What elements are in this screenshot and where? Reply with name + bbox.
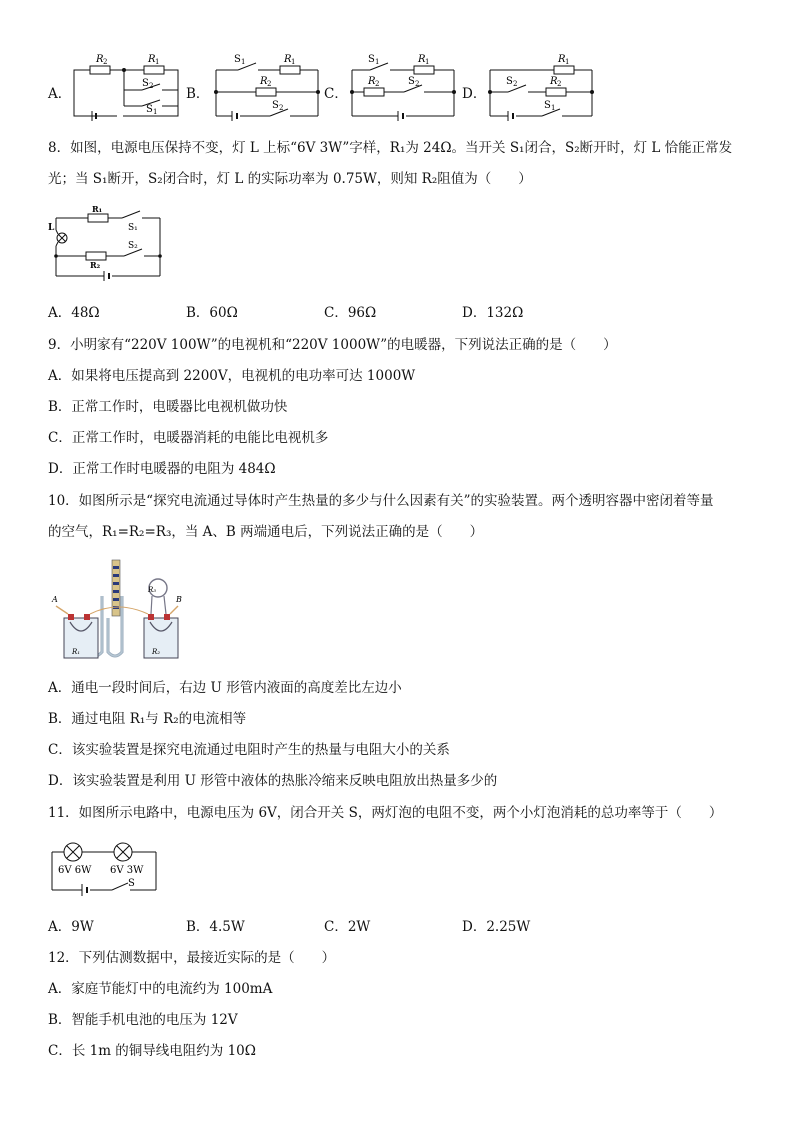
q11-fig-lamp2-rating: 6V 3W (110, 865, 144, 876)
q8-option-d[interactable]: D．132Ω (462, 305, 524, 321)
q10-right-container (144, 618, 178, 658)
q8-fig-label-s1: S₁ (128, 223, 138, 233)
q7b-s1-sub: 1 (241, 58, 246, 66)
q10-option-a[interactable]: A．通电一段时间后，右边 U 形管内液面的高度差比左边小 (48, 680, 402, 696)
q11-fig-label-s: S (128, 878, 135, 889)
q8-stem-line1: 8．如图，电源电压保持不变，灯 L 上标“6V 3W”字样，R₁为 24Ω。当开关 S₁闭合，S₂断开时，灯 L 恰能正常发 (48, 140, 733, 156)
q7c-s2-sub: 2 (415, 80, 420, 88)
q7-option-c-letter: C． (324, 86, 348, 102)
q9-option-c[interactable]: C．正常工作时，电暖器消耗的电能比电视机多 (48, 430, 329, 446)
q9-option-b[interactable]: B．正常工作时，电暖器比电视机做功快 (48, 399, 288, 415)
q11-option-d[interactable]: D．2.25W (462, 919, 531, 935)
q11-circuit-figure (48, 836, 168, 900)
q9-option-a[interactable]: A．如果将电压提高到 2200V，电视机的电功率可达 1000W (48, 368, 416, 384)
q8-fig-label-s2: S₂ (128, 241, 138, 251)
q10-option-b[interactable]: B．通过电阻 R₁与 R₂的电流相等 (48, 711, 247, 727)
q11-option-b[interactable]: B．4.5W (186, 919, 245, 935)
q7-option-d-letter: D． (462, 86, 487, 102)
q10-left-container (64, 618, 98, 658)
q10-stem-line1: 10．如图所示是“探究电流通过导体时产生热量的多少与什么因素有关”的实验装置。两个透明容器中密闭着等量 (48, 493, 714, 509)
q7-circuit-d (486, 50, 596, 122)
q7c-r2: R (368, 76, 376, 87)
q8-fig-label-r1: R₁ (92, 204, 103, 214)
q7-circuit-a (72, 50, 182, 122)
q7a-s2-sub: 2 (149, 82, 154, 90)
q7-option-a-letter: A． (48, 86, 72, 102)
q7d-s2-sub: 2 (513, 80, 518, 88)
q8-circuit-figure (48, 202, 168, 282)
q7b-r1: R (284, 54, 292, 65)
q7c-r1-sub: 1 (425, 58, 430, 66)
q8-fig-label-l: L (48, 223, 55, 233)
q9-stem: 9．小明家有“220V 100W”的电视机和“220V 1000W”的电暖器，下列说法正确的是（ ） (48, 337, 617, 353)
q7c-r2-sub: 2 (375, 80, 380, 88)
q10-fig-label-r1: R₁ (72, 648, 81, 656)
q7-option-b-letter: B． (186, 86, 210, 102)
q10-fig-label-r3: R₃ (148, 586, 157, 594)
q7a-r1: R (148, 54, 156, 65)
q7d-s1-sub: 1 (551, 104, 556, 112)
q7b-r2: R (260, 76, 268, 87)
q12-stem: 12．下列估测数据中，最接近实际的是（ ） (48, 950, 336, 966)
q10-fig-label-r2: R₂ (152, 648, 161, 656)
q11-option-a[interactable]: A．9W (48, 919, 94, 935)
q10-stem-line2: 的空气，R₁=R₂=R₃，当 A、B 两端通电后，下列说法正确的是（ ） (48, 524, 484, 540)
q7b-s1: S (234, 54, 241, 65)
q7c-s1-sub: 1 (375, 58, 380, 66)
q7c-s1: S (368, 54, 375, 65)
q10-option-c[interactable]: C．该实验装置是探究电流通过电阻时产生的热量与电阻大小的关系 (48, 742, 450, 758)
q8-option-c[interactable]: C．96Ω (324, 305, 377, 321)
q7b-r1-sub: 1 (291, 58, 296, 66)
q7a-s1-sub: 1 (153, 108, 158, 116)
q8-fig-label-r2: R₂ (90, 260, 101, 270)
q7b-r2-sub: 2 (267, 80, 272, 88)
q12-option-b[interactable]: B．智能手机电池的电压为 12V (48, 1012, 238, 1028)
q7d-s2: S (506, 76, 513, 87)
q12-option-a[interactable]: A．家庭节能灯中的电流约为 100mA (48, 981, 273, 997)
q7a-s1: S (146, 104, 153, 115)
q9-option-d[interactable]: D．正常工作时电暖器的电阻为 484Ω (48, 461, 276, 477)
q7d-r2-sub: 2 (557, 80, 562, 88)
q7a-r1-sub: 1 (155, 58, 160, 66)
q10-fig-label-b: B (176, 595, 182, 604)
q11-fig-lamp1-rating: 6V 6W (58, 865, 92, 876)
q7d-r1-sub: 1 (565, 58, 570, 66)
q12-option-c[interactable]: C．长 1m 的铜导线电阻约为 10Ω (48, 1043, 256, 1059)
q8-option-b[interactable]: B．60Ω (186, 305, 238, 321)
q8-option-a[interactable]: A．48Ω (48, 305, 100, 321)
q7c-r1: R (418, 54, 426, 65)
q7a-r2: R (96, 54, 104, 65)
q7a-r2-sub: 2 (103, 58, 108, 66)
q10-fig-label-a: A (52, 595, 58, 604)
q8-stem-line2: 光；当 S₁断开，S₂闭合时，灯 L 的实际功率为 0.75W，则知 R₂阻值为（ ） (48, 171, 532, 187)
q7c-s2: S (408, 76, 415, 87)
q7d-r2: R (550, 76, 558, 87)
q7b-s2: S (272, 100, 279, 111)
q11-option-c[interactable]: C．2W (324, 919, 371, 935)
q7a-s2: S (142, 78, 149, 89)
q7b-s2-sub: 2 (279, 104, 284, 112)
q11-stem: 11．如图所示电路中，电源电压为 6V，闭合开关 S，两灯泡的电阻不变，两个小灯泡消耗的总功率等于（ ） (48, 805, 723, 821)
q7d-r1: R (558, 54, 566, 65)
q7-circuit-c (348, 50, 458, 122)
q10-apparatus-figure (48, 556, 198, 662)
q7d-s1: S (544, 100, 551, 111)
q7-circuit-b (212, 50, 322, 122)
q10-option-d[interactable]: D．该实验装置是利用 U 形管中液体的热胀冷缩来反映电阻放出热量多少的 (48, 773, 498, 789)
